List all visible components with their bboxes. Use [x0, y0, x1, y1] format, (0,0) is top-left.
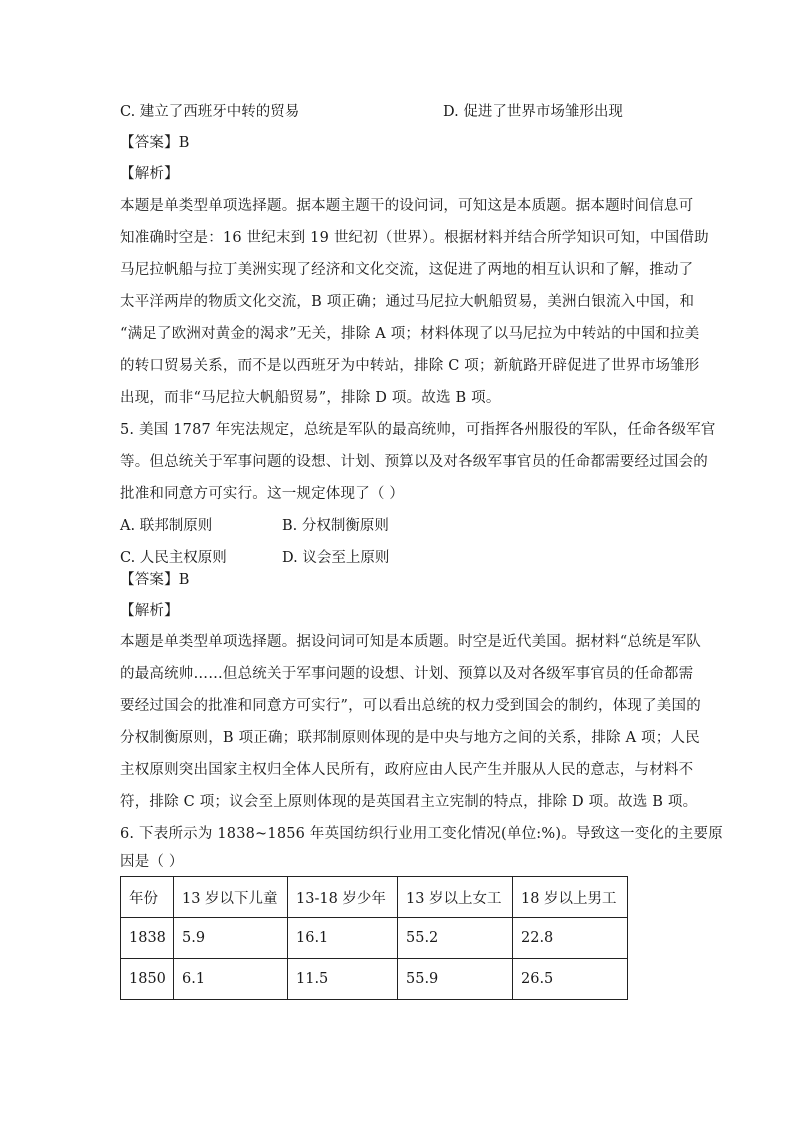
table-cell: 6.1 — [174, 959, 288, 1000]
table-cell: 1838 — [121, 918, 174, 959]
q4-analysis-line: 本题是单类型单项选择题。据本题主题干的设问词，可知这是本质题。据本题时间信息可 — [120, 198, 694, 214]
table-cell: 22.8 — [513, 918, 628, 959]
q4-option-d: D. 促进了世界市场雏形出现 — [443, 104, 623, 120]
table-cell: 26.5 — [513, 959, 628, 1000]
q5-option-d: D. 议会至上原则 — [282, 550, 390, 566]
q4-answer: 【答案】B — [120, 135, 190, 151]
q5-analysis-line: 的最高统帅……但总统关于军事问题的设想、计划、预算以及对各级军事官员的任命都需 — [120, 666, 694, 682]
q5-stem-line: 5. 美国 1787 年宪法规定，总统是军队的最高统帅，可指挥各州服役的军队，任命各级军官 — [120, 422, 716, 438]
q5-analysis-heading: 【解析】 — [120, 603, 179, 619]
q4-option-c: C. 建立了西班牙中转的贸易 — [120, 104, 300, 120]
table-cell: 55.9 — [398, 959, 513, 1000]
table-cell: 55.2 — [398, 918, 513, 959]
q5-option-a: A. 联邦制原则 — [120, 518, 213, 534]
q4-analysis-heading: 【解析】 — [120, 166, 179, 182]
table-header-cell: 13 岁以下儿童 — [174, 877, 288, 918]
table-header-row — [121, 877, 628, 918]
table-cell: 1850 — [121, 959, 174, 1000]
q5-option-b: B. 分权制衡原则 — [282, 518, 389, 534]
q5-analysis-line: 本题是单类型单项选择题。据设问词可知是本质题。时空是近代美国。据材料“总统是军队 — [120, 634, 701, 650]
table-cell: 5.9 — [174, 918, 288, 959]
q4-analysis-line: 出现，而非“马尼拉大帆船贸易”，排除 D 项。故选 B 项。 — [120, 390, 501, 406]
table-header-cell: 18 岁以上男工 — [513, 877, 628, 918]
q6-stem-line: 因是（ ） — [120, 854, 184, 870]
table-cell: 16.1 — [288, 918, 398, 959]
table-header-cell: 13 岁以上女工 — [398, 877, 513, 918]
q5-analysis-line: 要经过国会的批准和同意方可实行”，可以看出总统的权力受到国会的制约，体现了美国的 — [120, 698, 701, 714]
q5-analysis-line: 符，排除 C 项；议会至上原则体现的是英国君主立宪制的特点，排除 D 项。故选 B 项。 — [120, 794, 698, 810]
q5-option-c: C. 人民主权原则 — [120, 550, 227, 566]
q5-analysis-line: 分权制衡原则，B 项正确；联邦制原则体现的是中央与地方之间的关系，排除 A 项；人民 — [120, 730, 700, 746]
table-cell: 11.5 — [288, 959, 398, 1000]
labor-change-table — [120, 876, 628, 1000]
q4-analysis-line: 太平洋两岸的物质文化交流，B 项正确；通过马尼拉大帆船贸易，美洲白银流入中国，和 — [120, 294, 695, 310]
table-row — [121, 959, 628, 1000]
q4-analysis-line: 的转口贸易关系，而不是以西班牙为中转站，排除 C 项；新航路开辟促进了世界市场雏形 — [120, 358, 700, 374]
q6-stem-line: 6. 下表所示为 1838~1856 年英国纺织行业用工变化情况(单位:%)。导致这一变化的主要原 — [120, 826, 723, 842]
q4-analysis-line: 知准确时空是：16 世纪末到 19 世纪初（世界）。根据材料并结合所学知识可知，中国借助 — [120, 230, 709, 246]
table-header-cell: 年份 — [121, 877, 174, 918]
q5-stem-line: 批准和同意方可实行。这一规定体现了（ ） — [120, 486, 405, 502]
table-header-cell: 13-18 岁少年 — [288, 877, 398, 918]
q5-answer: 【答案】B — [120, 572, 190, 588]
table-row — [121, 918, 628, 959]
q4-analysis-line: 马尼拉帆船与拉丁美洲实现了经济和文化交流，这促进了两地的相互认识和了解，推动了 — [120, 262, 694, 278]
q5-stem-line: 等。但总统关于军事问题的设想、计划、预算以及对各级军事官员的任命都需要经过国会的 — [120, 454, 708, 470]
q4-analysis-line: “满足了欧洲对黄金的渴求”无关，排除 A 项；材料体现了以马尼拉为中转站的中国和拉美 — [120, 326, 700, 342]
q5-analysis-line: 主权原则突出国家主权归全体人民所有，政府应由人民产生并服从人民的意志，与材料不 — [120, 762, 694, 778]
